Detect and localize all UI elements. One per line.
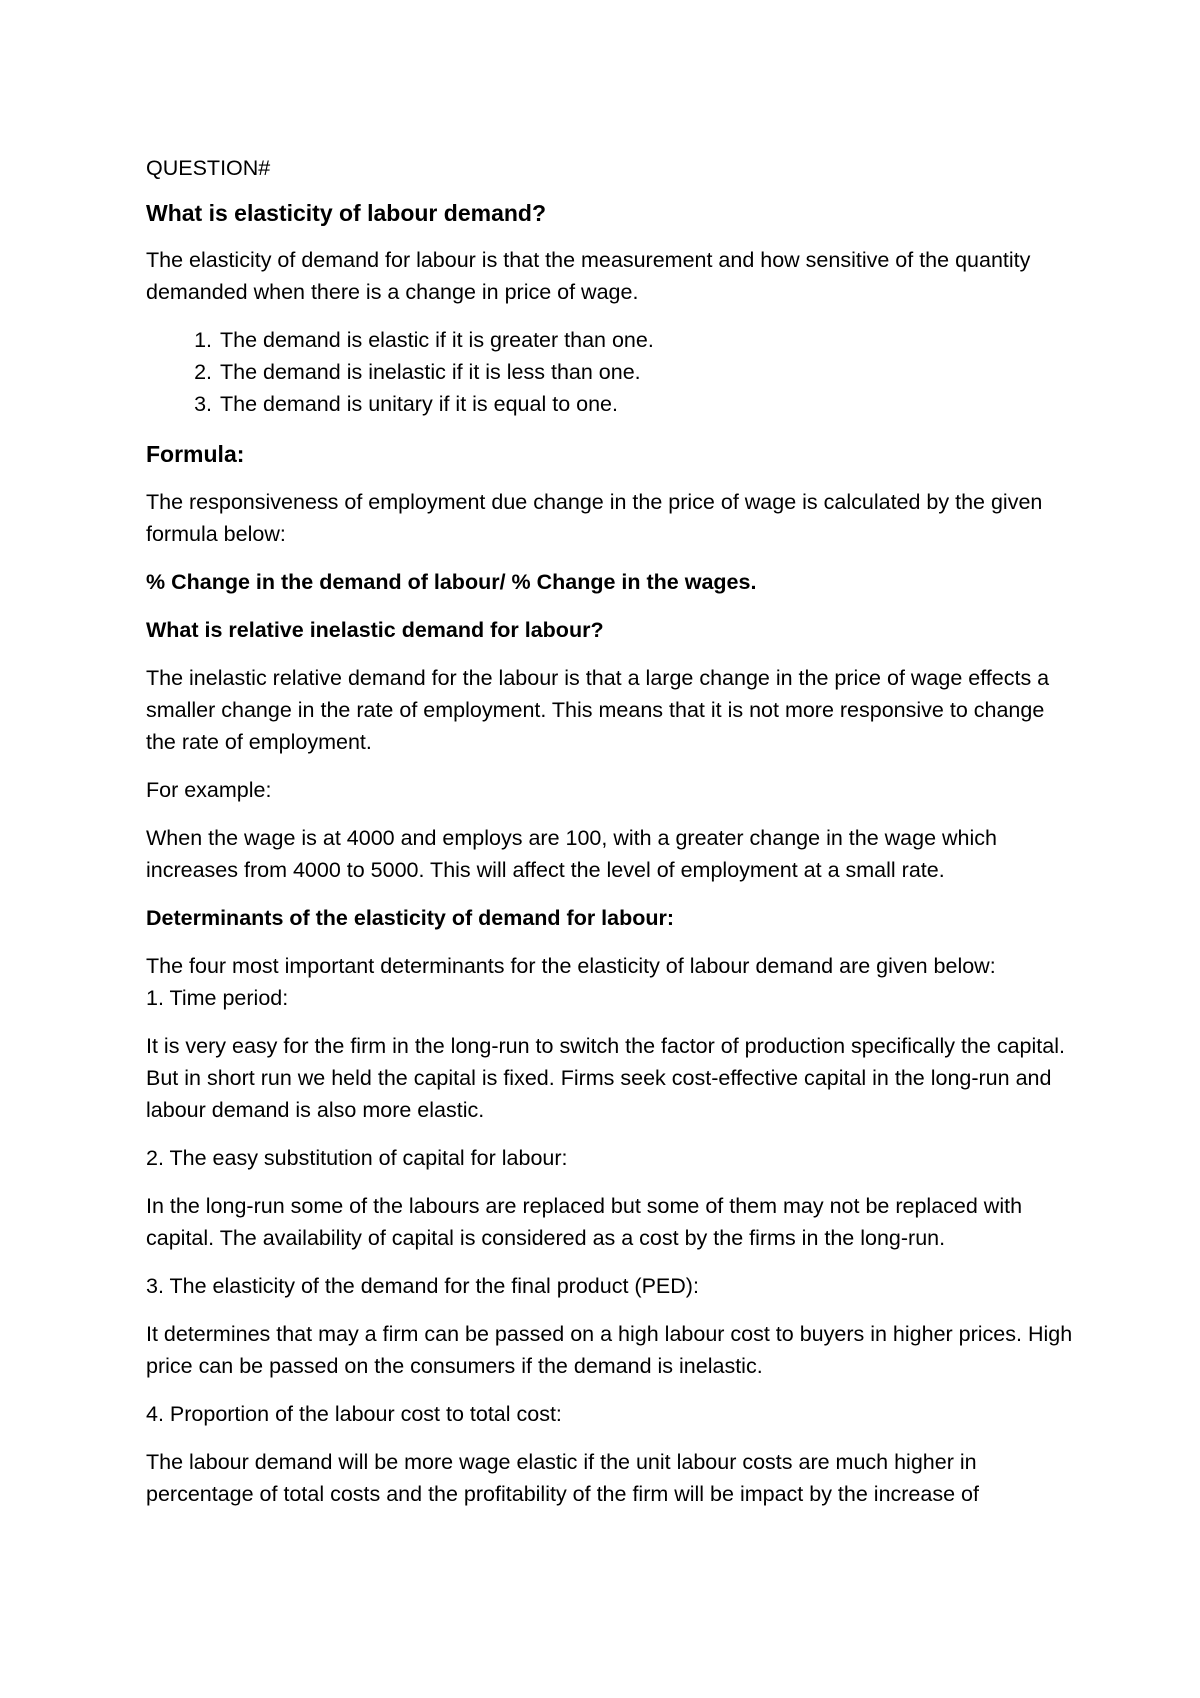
- determinant-1-title: 1. Time period:: [146, 986, 289, 1010]
- list-item: 2. The demand is inelastic if it is less than one.: [218, 356, 1076, 388]
- determinant-4-text: The labour demand will be more wage elastic if the unit labour costs are much higher in percentage of total costs and the profitability of the firm will be impact by the increase of: [146, 1450, 979, 1506]
- formula-text: % Change in the demand of labour/ % Change in the wages.: [146, 570, 757, 594]
- determinant-3-text: It determines that may a firm can be passed on a high labour cost to buyers in higher prices. High price can be passed on the consumers if the demand is inelastic.: [146, 1322, 1073, 1378]
- determinants-intro: The four most important determinants for the elasticity of labour demand are given below:: [146, 954, 996, 978]
- relative-heading: What is relative inelastic demand for labour?: [146, 618, 604, 642]
- main-heading: What is elasticity of labour demand?: [146, 200, 547, 226]
- formula-intro: The responsiveness of employment due change in the price of wage is calculated by the given formula below:: [146, 490, 1043, 546]
- relative-paragraph: The inelastic relative demand for the labour is that a large change in the price of wage effects a smaller change in the rate of employment. This means that it is not more responsive to change the rate of employment.: [146, 666, 1050, 754]
- document-body: [146, 152, 1076, 1526]
- determinant-4-title: 4. Proportion of the labour cost to total cost:: [146, 1402, 562, 1426]
- determinant-2-title: 2. The easy substitution of capital for labour:: [146, 1146, 568, 1170]
- formula-heading: Formula:: [146, 441, 245, 467]
- list-item: 1. The demand is elastic if it is greater than one.: [218, 324, 1076, 356]
- elasticity-list: [146, 324, 1076, 420]
- example-paragraph: When the wage is at 4000 and employs are 100, with a greater change in the wage which increases from 4000 to 5000. This will affect the level of employment at a small rate.: [146, 826, 997, 882]
- intro-paragraph: The elasticity of demand for labour is that the measurement and how sensitive of the quantity demanded when there is a change in price of wage.: [146, 248, 1031, 304]
- list-item: 3. The demand is unitary if it is equal to one.: [218, 388, 1076, 420]
- determinant-1-text: It is very easy for the firm in the long-run to switch the factor of production specifically the capital. But in short run we held the capital is fixed. Firms seek cost-effective capital in the long-run and labour demand is also more elastic.: [146, 1034, 1065, 1122]
- determinant-3-title: 3. The elasticity of the demand for the final product (PED):: [146, 1274, 699, 1298]
- question-label: QUESTION#: [146, 156, 271, 180]
- determinants-heading: Determinants of the elasticity of demand for labour:: [146, 906, 675, 930]
- example-label: For example:: [146, 778, 272, 802]
- determinant-2-text: In the long-run some of the labours are replaced but some of them may not be replaced with capital. The availability of capital is considered as a cost by the firms in the long-run.: [146, 1194, 1023, 1250]
